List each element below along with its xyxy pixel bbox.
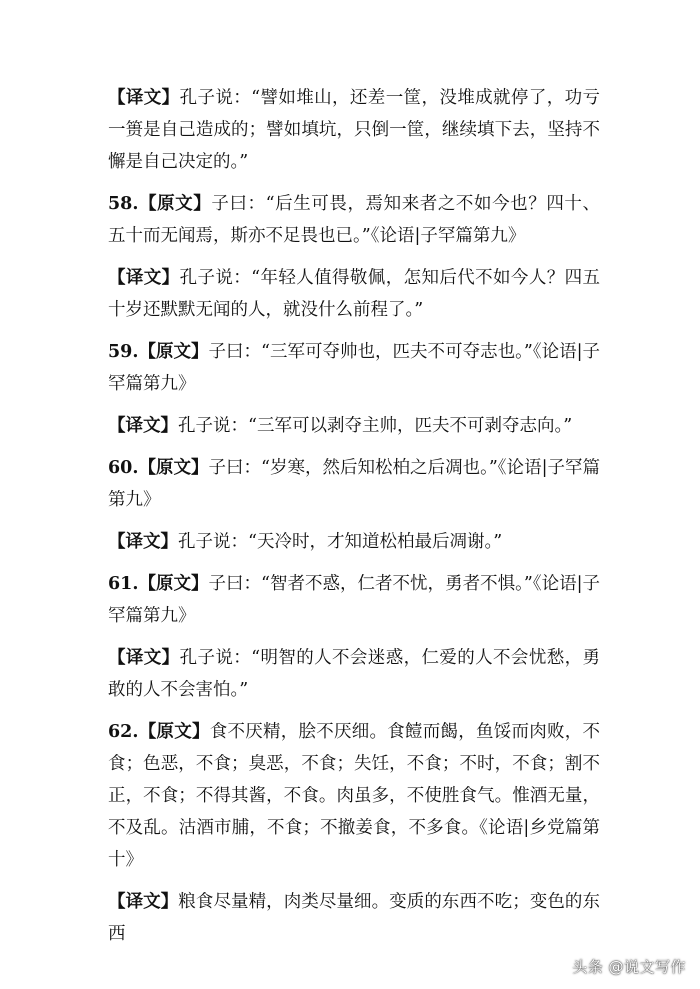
watermark: 头条 @说文写作 [572,958,686,976]
paragraph-lead: 【译文】 [108,416,178,436]
paragraph-lead: 59.【原文】 [108,342,209,362]
paragraph-2 [108,188,600,252]
paragraph-4 [108,336,600,400]
paragraph-9 [108,642,600,706]
paragraph-lead: 【译文】 [108,268,180,288]
paragraph-lead: 【译文】 [108,88,180,108]
paragraph-3 [108,262,600,326]
paragraph-text: 子曰：“智者不惑，仁者不忧，勇者不惧。”《论语|子罕篇第九》 [108,574,600,626]
paragraph-lead: 60.【原文】 [108,458,209,478]
paragraph-1 [108,82,600,178]
paragraph-text: 子曰：“后生可畏，焉知来者之不如今也？四十、五十而无闻焉，斯亦不足畏也已。”《论语|子罕篇第九》 [108,194,600,246]
paragraph-text: 子曰：“三军可夺帅也，匹夫不可夺志也。”《论语|子罕篇第九》 [108,342,600,394]
paragraph-lead: 61.【原文】 [108,574,209,594]
paragraph-7 [108,526,600,558]
paragraph-11 [108,886,600,950]
paragraph-text: 孔子说：“三军可以剥夺主帅，匹夫不可剥夺志向。” [178,416,573,436]
paragraph-lead: 【译文】 [108,648,180,668]
paragraph-text: 孔子说：“天冷时，才知道松柏最后凋谢。” [178,532,503,552]
paragraph-5 [108,410,600,442]
paragraph-text: 食不厌精，脍不厌细。食饐而餲，鱼馁而肉败，不食；色恶，不食；臭恶，不食；失饪，不食；不时，不食；割不正，不食；不得其酱，不食。肉虽多，不使胜食气。惟酒无量，不及乱。沽酒市脯，不食；不撤姜食，不多食。《论语|乡党篇第十》 [108,722,601,870]
paragraph-text: 孔子说：“明智的人不会迷惑，仁爱的人不会忧愁，勇敢的人不会害怕。” [108,648,600,700]
paragraph-10 [108,716,600,876]
paragraph-lead: 【译文】 [108,892,179,912]
paragraph-lead: 62.【原文】 [108,722,210,742]
paragraph-8 [108,568,600,632]
paragraph-6 [108,452,600,516]
paragraph-lead: 【译文】 [108,532,178,552]
paragraph-text: 粮食尽量精，肉类尽量细。变质的东西不吃；变色的东西 [108,892,600,944]
paragraph-text: 子曰：“岁寒，然后知松柏之后凋也。”《论语|子罕篇第九》 [108,458,600,510]
paragraph-text: 孔子说：“譬如堆山，还差一筐，没堆成就停了，功亏一篑是自己造成的；譬如填坑，只倒一筐，继续填下去，坚持不懈是自己决定的。” [108,88,600,172]
paragraph-lead: 58.【原文】 [108,194,212,214]
text-block [108,82,600,960]
paragraph-text: 孔子说：“年轻人值得敬佩，怎知后代不如今人？四五十岁还默默无闻的人，就没什么前程了。” [108,268,600,320]
